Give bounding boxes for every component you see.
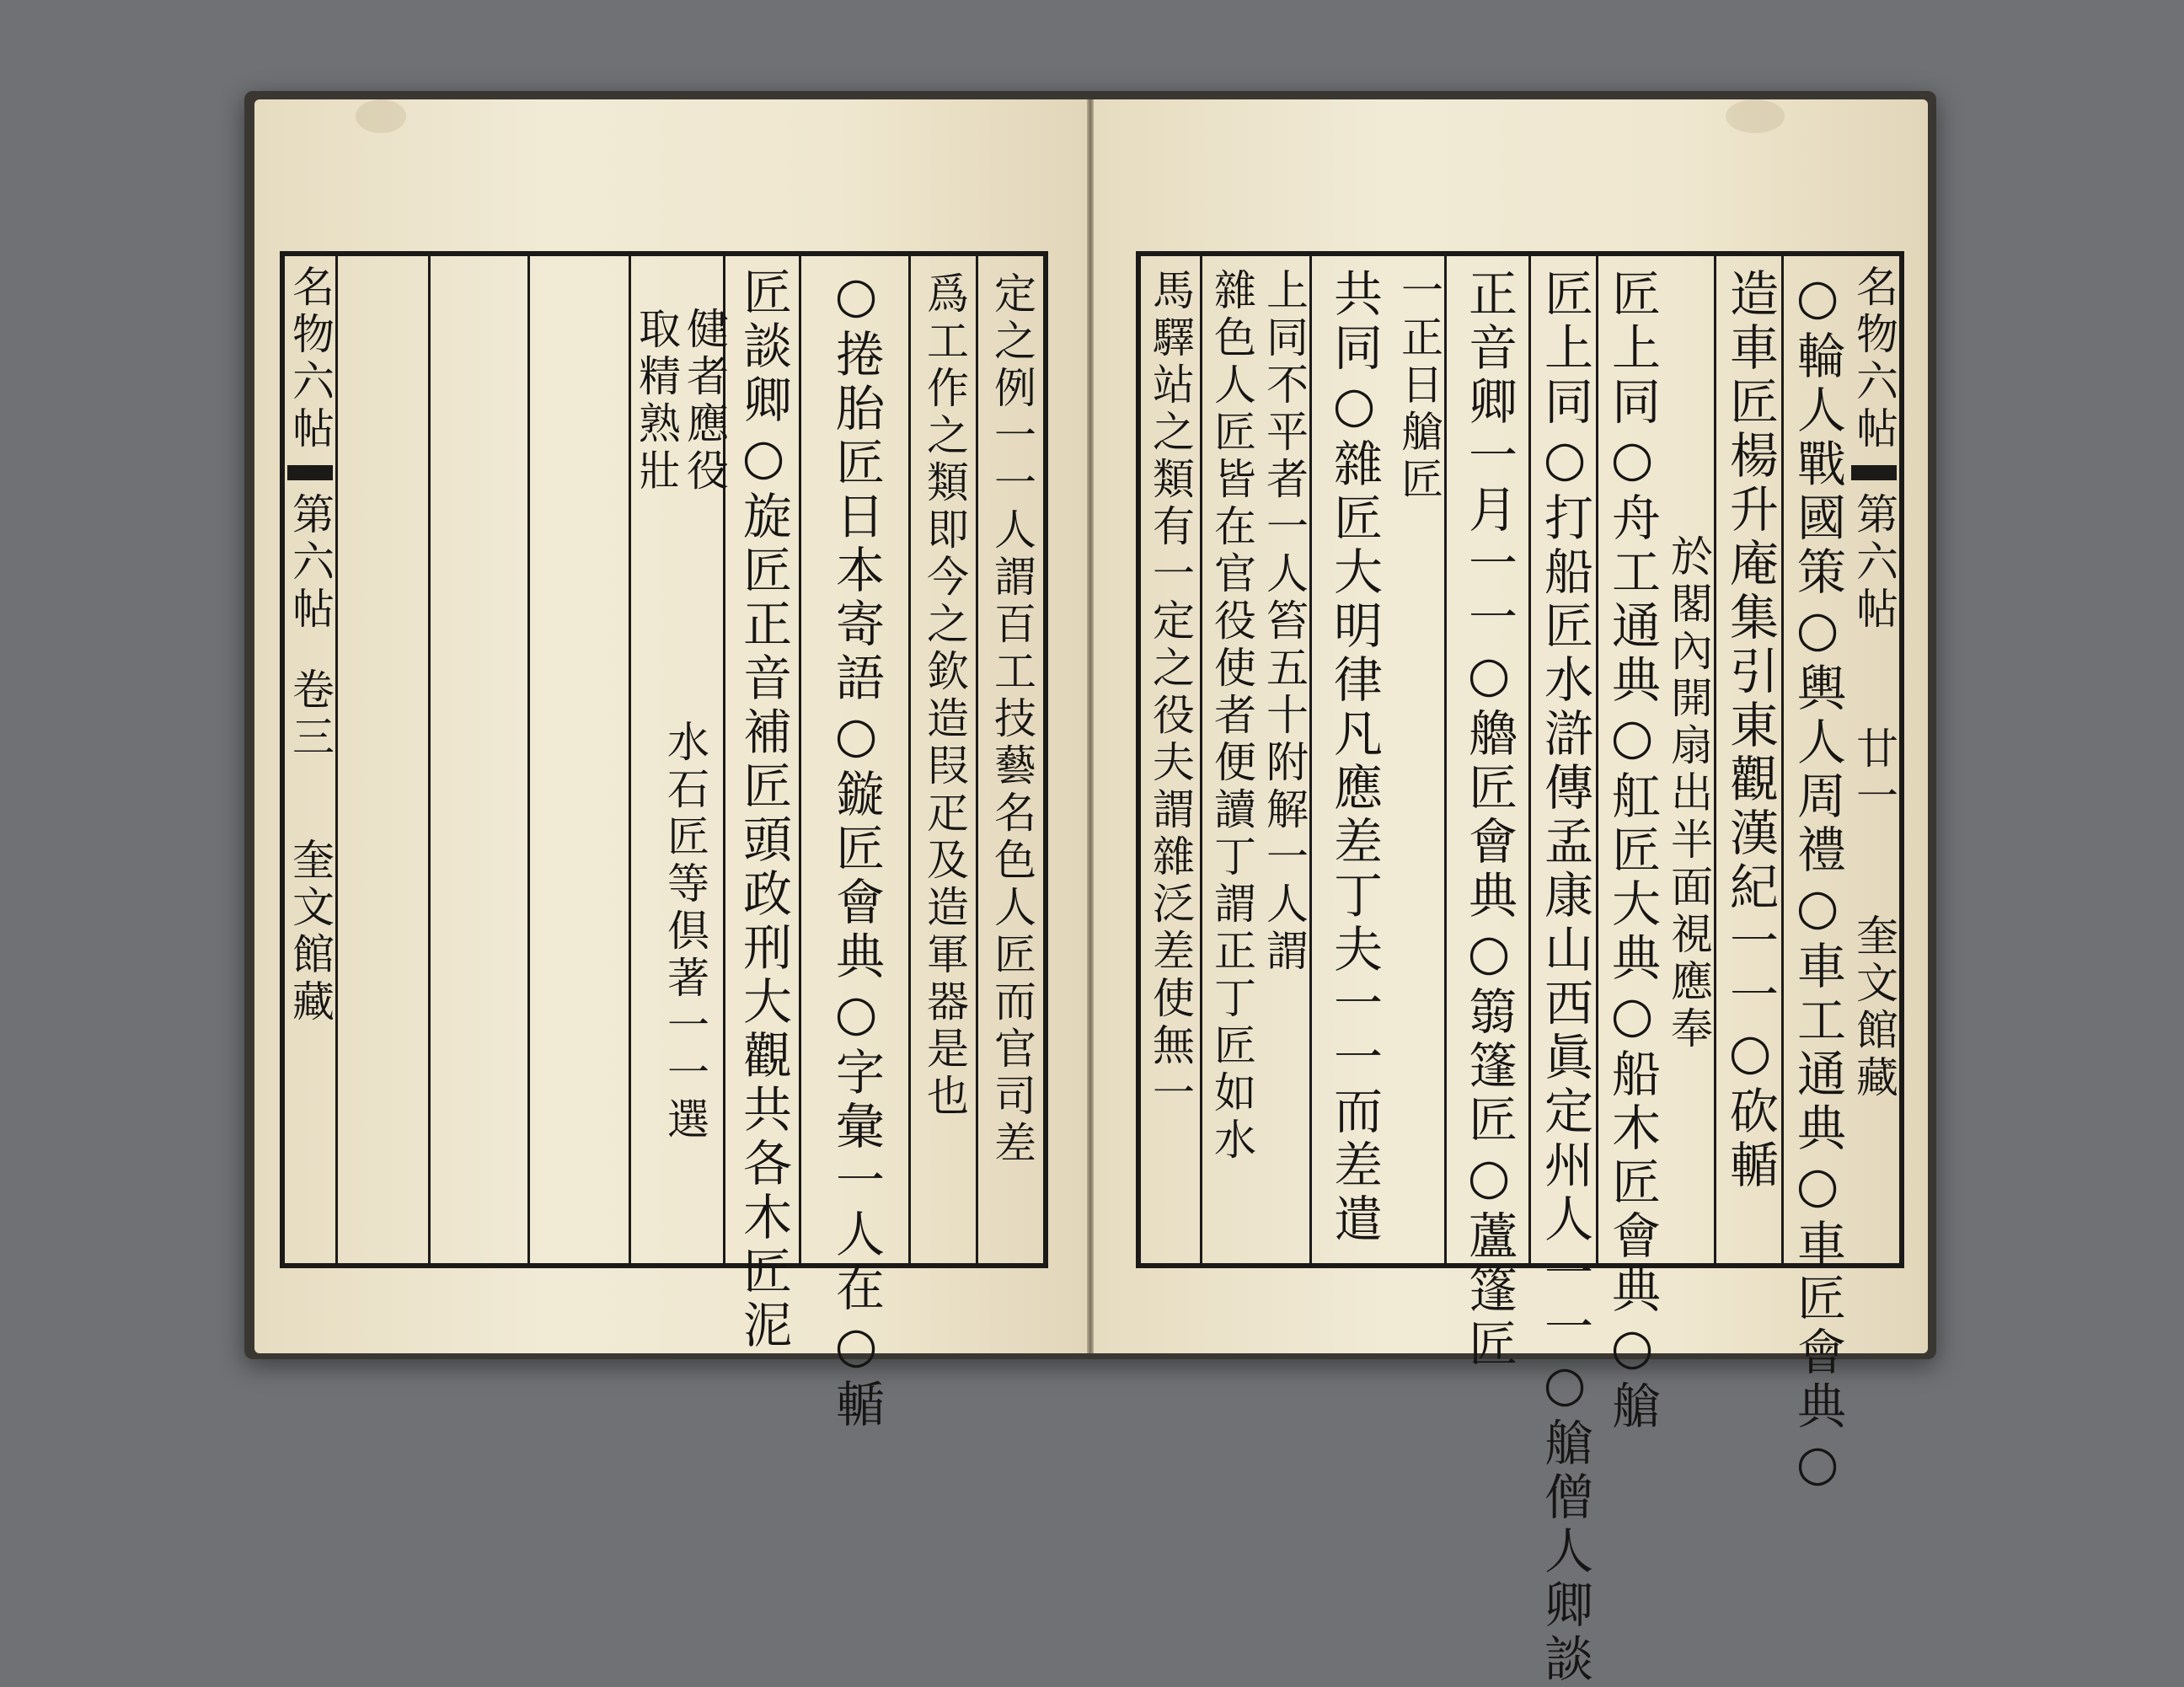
text-column: ○輪人戰國策○輿人周禮○車工通典○車匠會典○ <box>1781 256 1851 1263</box>
text-column: 雜色人匠皆在官役使者便讀丁謂正丁匠如水 <box>1200 256 1261 1263</box>
margin-section: 第六帖 <box>286 492 335 634</box>
text-column: 健者應役 <box>680 307 729 495</box>
blank-column <box>527 256 631 1263</box>
text-column: 匠上同○舟工通典○舡匠大典○船木匠會典○艙 <box>1596 256 1666 1263</box>
text-column: 取精熟壯 <box>629 256 682 1263</box>
book-gutter <box>1087 99 1094 1353</box>
right-page-frame <box>1136 251 1904 1687</box>
text-column: 水石匠等倶著一一選 <box>661 720 709 1144</box>
text-column: 定之例一一人謂百工技藝名色人匠而官司差 <box>976 256 1046 1263</box>
fish-tail-mark <box>287 465 333 480</box>
margin-volume: 卷三 <box>286 667 335 762</box>
margin-title: 名物六帖 <box>286 265 335 453</box>
blank-column <box>335 256 431 1263</box>
margin-section: 第六帖 <box>1849 492 1898 634</box>
text-column: 爲工作之類即今之欽造叚疋及造軍器是也 <box>908 256 978 1263</box>
blank-column <box>428 256 530 1263</box>
margin-publisher: 奎文館藏 <box>1849 913 1898 1102</box>
paper-stain <box>356 99 406 133</box>
left-margin-strip <box>285 256 335 1263</box>
text-column: 共同○雜匠大明律凡應差丁夫一一而差遣 <box>1309 256 1396 1263</box>
text-column: 造車匠楊升庵集引東觀漢紀一一○砍輴 <box>1714 256 1784 1263</box>
text-column: 匠上同○打船匠水滸傳孟康山西眞定州人一一○艙僧人卿談 <box>1528 256 1598 1263</box>
fish-tail-mark <box>1851 465 1897 480</box>
right-margin-strip <box>1849 256 1899 1263</box>
right-page <box>1094 99 1928 1687</box>
text-column: 一正日艙匠 <box>1394 268 1443 504</box>
text-column: 匠談卿○旋匠正音補匠頭政刑大觀共各木匠泥 <box>723 256 801 1263</box>
text-column: 上同不平者一人笞五十附解一人謂 <box>1260 268 1309 976</box>
left-page-frame <box>280 251 1048 1433</box>
text-column: 正音卿一月一一○艪匠會典○篛篷匠○蘆篷匠 <box>1444 256 1531 1263</box>
margin-title: 名物六帖 <box>1849 265 1898 453</box>
text-column: 馬驛站之類有一定之役夫謂雜泛差使無一 <box>1146 268 1195 1117</box>
paper-stain <box>1726 99 1785 133</box>
margin-folio: 廿一 <box>1849 726 1898 821</box>
text-column: 於閣內開扇出半面視應奉 <box>1664 534 1713 1053</box>
open-book <box>244 91 1936 1687</box>
left-page <box>254 99 1087 1433</box>
margin-publisher: 奎文館藏 <box>286 838 335 1026</box>
text-column: ○捲胎匠日本寄語○鏇匠會典○字彙一人在○輴 <box>799 256 911 1263</box>
